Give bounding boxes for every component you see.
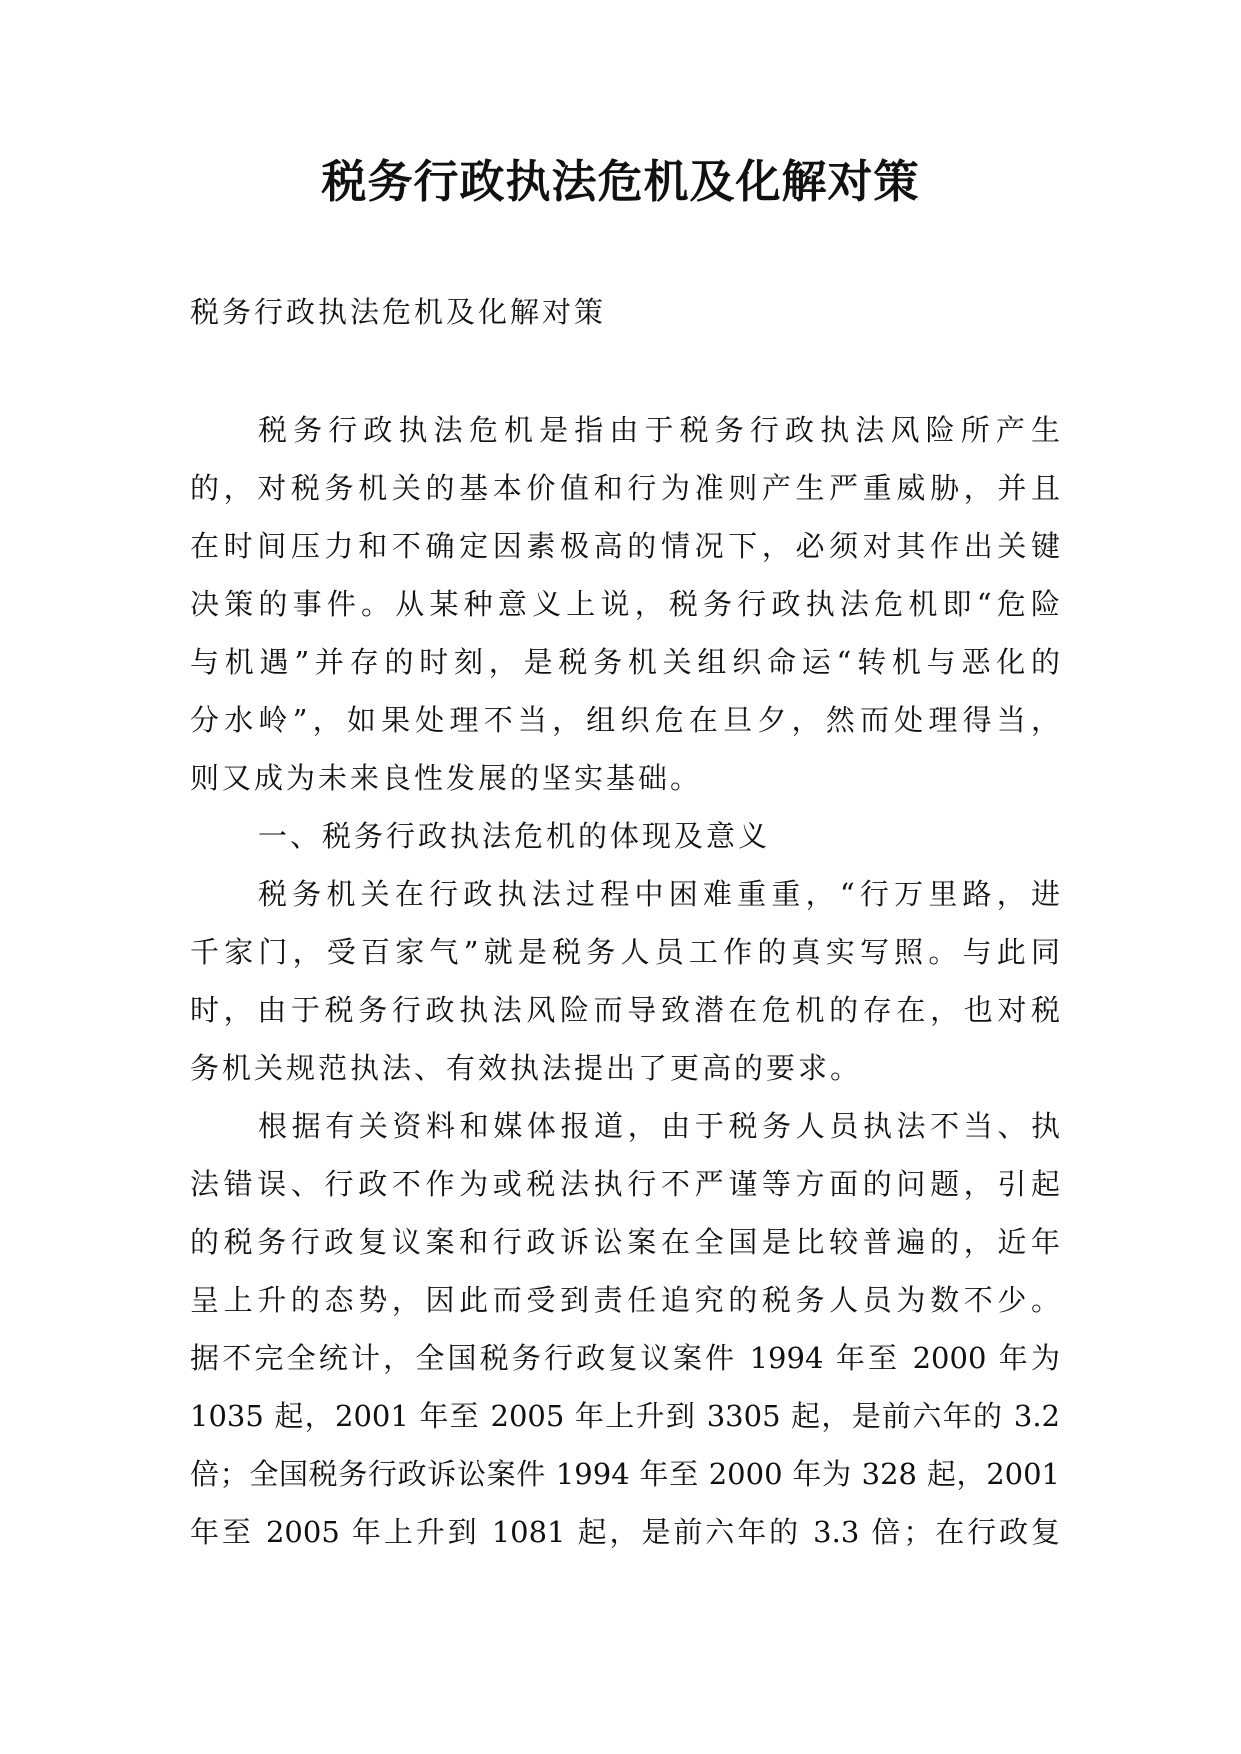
- paragraph-1-line-2: 的，对税务机关的基本价值和行为准则产生严重威胁，并且: [190, 471, 1060, 505]
- paragraph-1-line-4: 决策的事件。从某种意义上说，税务行政执法危机即“危险: [190, 587, 1060, 621]
- paragraph-1-line-7: 则又成为未来良性发展的坚实基础。: [190, 761, 703, 795]
- paragraph-3-line-6: 1035 起，2001 年至 2005 年上升到 3305 起，是前六年的 3.2: [190, 1399, 1060, 1433]
- paragraph-3-line-8: 年至 2005 年上升到 1081 起，是前六年的 3.3 倍；在行政复: [190, 1515, 1060, 1549]
- paragraph-1-line-1: 税务行政执法危机是指由于税务行政执法风险所产生: [258, 413, 1060, 447]
- paragraph-3-line-4: 呈上升的态势，因此而受到责任追究的税务人员为数不少。: [190, 1283, 1060, 1317]
- paragraph-1-line-5: 与机遇”并存的时刻，是税务机关组织命运“转机与恶化的: [190, 645, 1060, 679]
- paragraph-2-line-2: 千家门，受百家气”就是税务人员工作的真实写照。与此同: [190, 935, 1060, 969]
- section-heading-1: 一、税务行政执法危机的体现及意义: [258, 819, 771, 853]
- paragraph-3-line-1: 根据有关资料和媒体报道，由于税务人员执法不当、执: [258, 1109, 1060, 1143]
- paragraph-2-line-1: 税务机关在行政执法过程中困难重重，“行万里路，进: [258, 877, 1060, 911]
- paragraph-3-line-2: 法错误、行政不作为或税法执行不严谨等方面的问题，引起: [190, 1167, 1060, 1201]
- paragraph-3-line-5: 据不完全统计，全国税务行政复议案件 1994 年至 2000 年为: [190, 1341, 1060, 1375]
- document-subtitle: 税务行政执法危机及化解对策: [190, 295, 607, 329]
- paragraph-2-line-3: 时，由于税务行政执法风险而导致潜在危机的存在，也对税: [190, 993, 1060, 1027]
- paragraph-2-line-4: 务机关规范执法、有效执法提出了更高的要求。: [190, 1051, 863, 1085]
- paragraph-3-line-3: 的税务行政复议案和行政诉讼案在全国是比较普遍的，近年: [190, 1225, 1060, 1259]
- paragraph-1-line-6: 分水岭”，如果处理不当，组织危在旦夕，然而处理得当，: [190, 703, 1060, 737]
- paragraph-1-line-3: 在时间压力和不确定因素极高的情况下，必须对其作出关键: [190, 529, 1060, 563]
- document-title: 税务行政执法危机及化解对策: [321, 155, 920, 208]
- paragraph-3-line-7: 倍；全国税务行政诉讼案件 1994 年至 2000 年为 328 起，2001: [190, 1457, 1060, 1491]
